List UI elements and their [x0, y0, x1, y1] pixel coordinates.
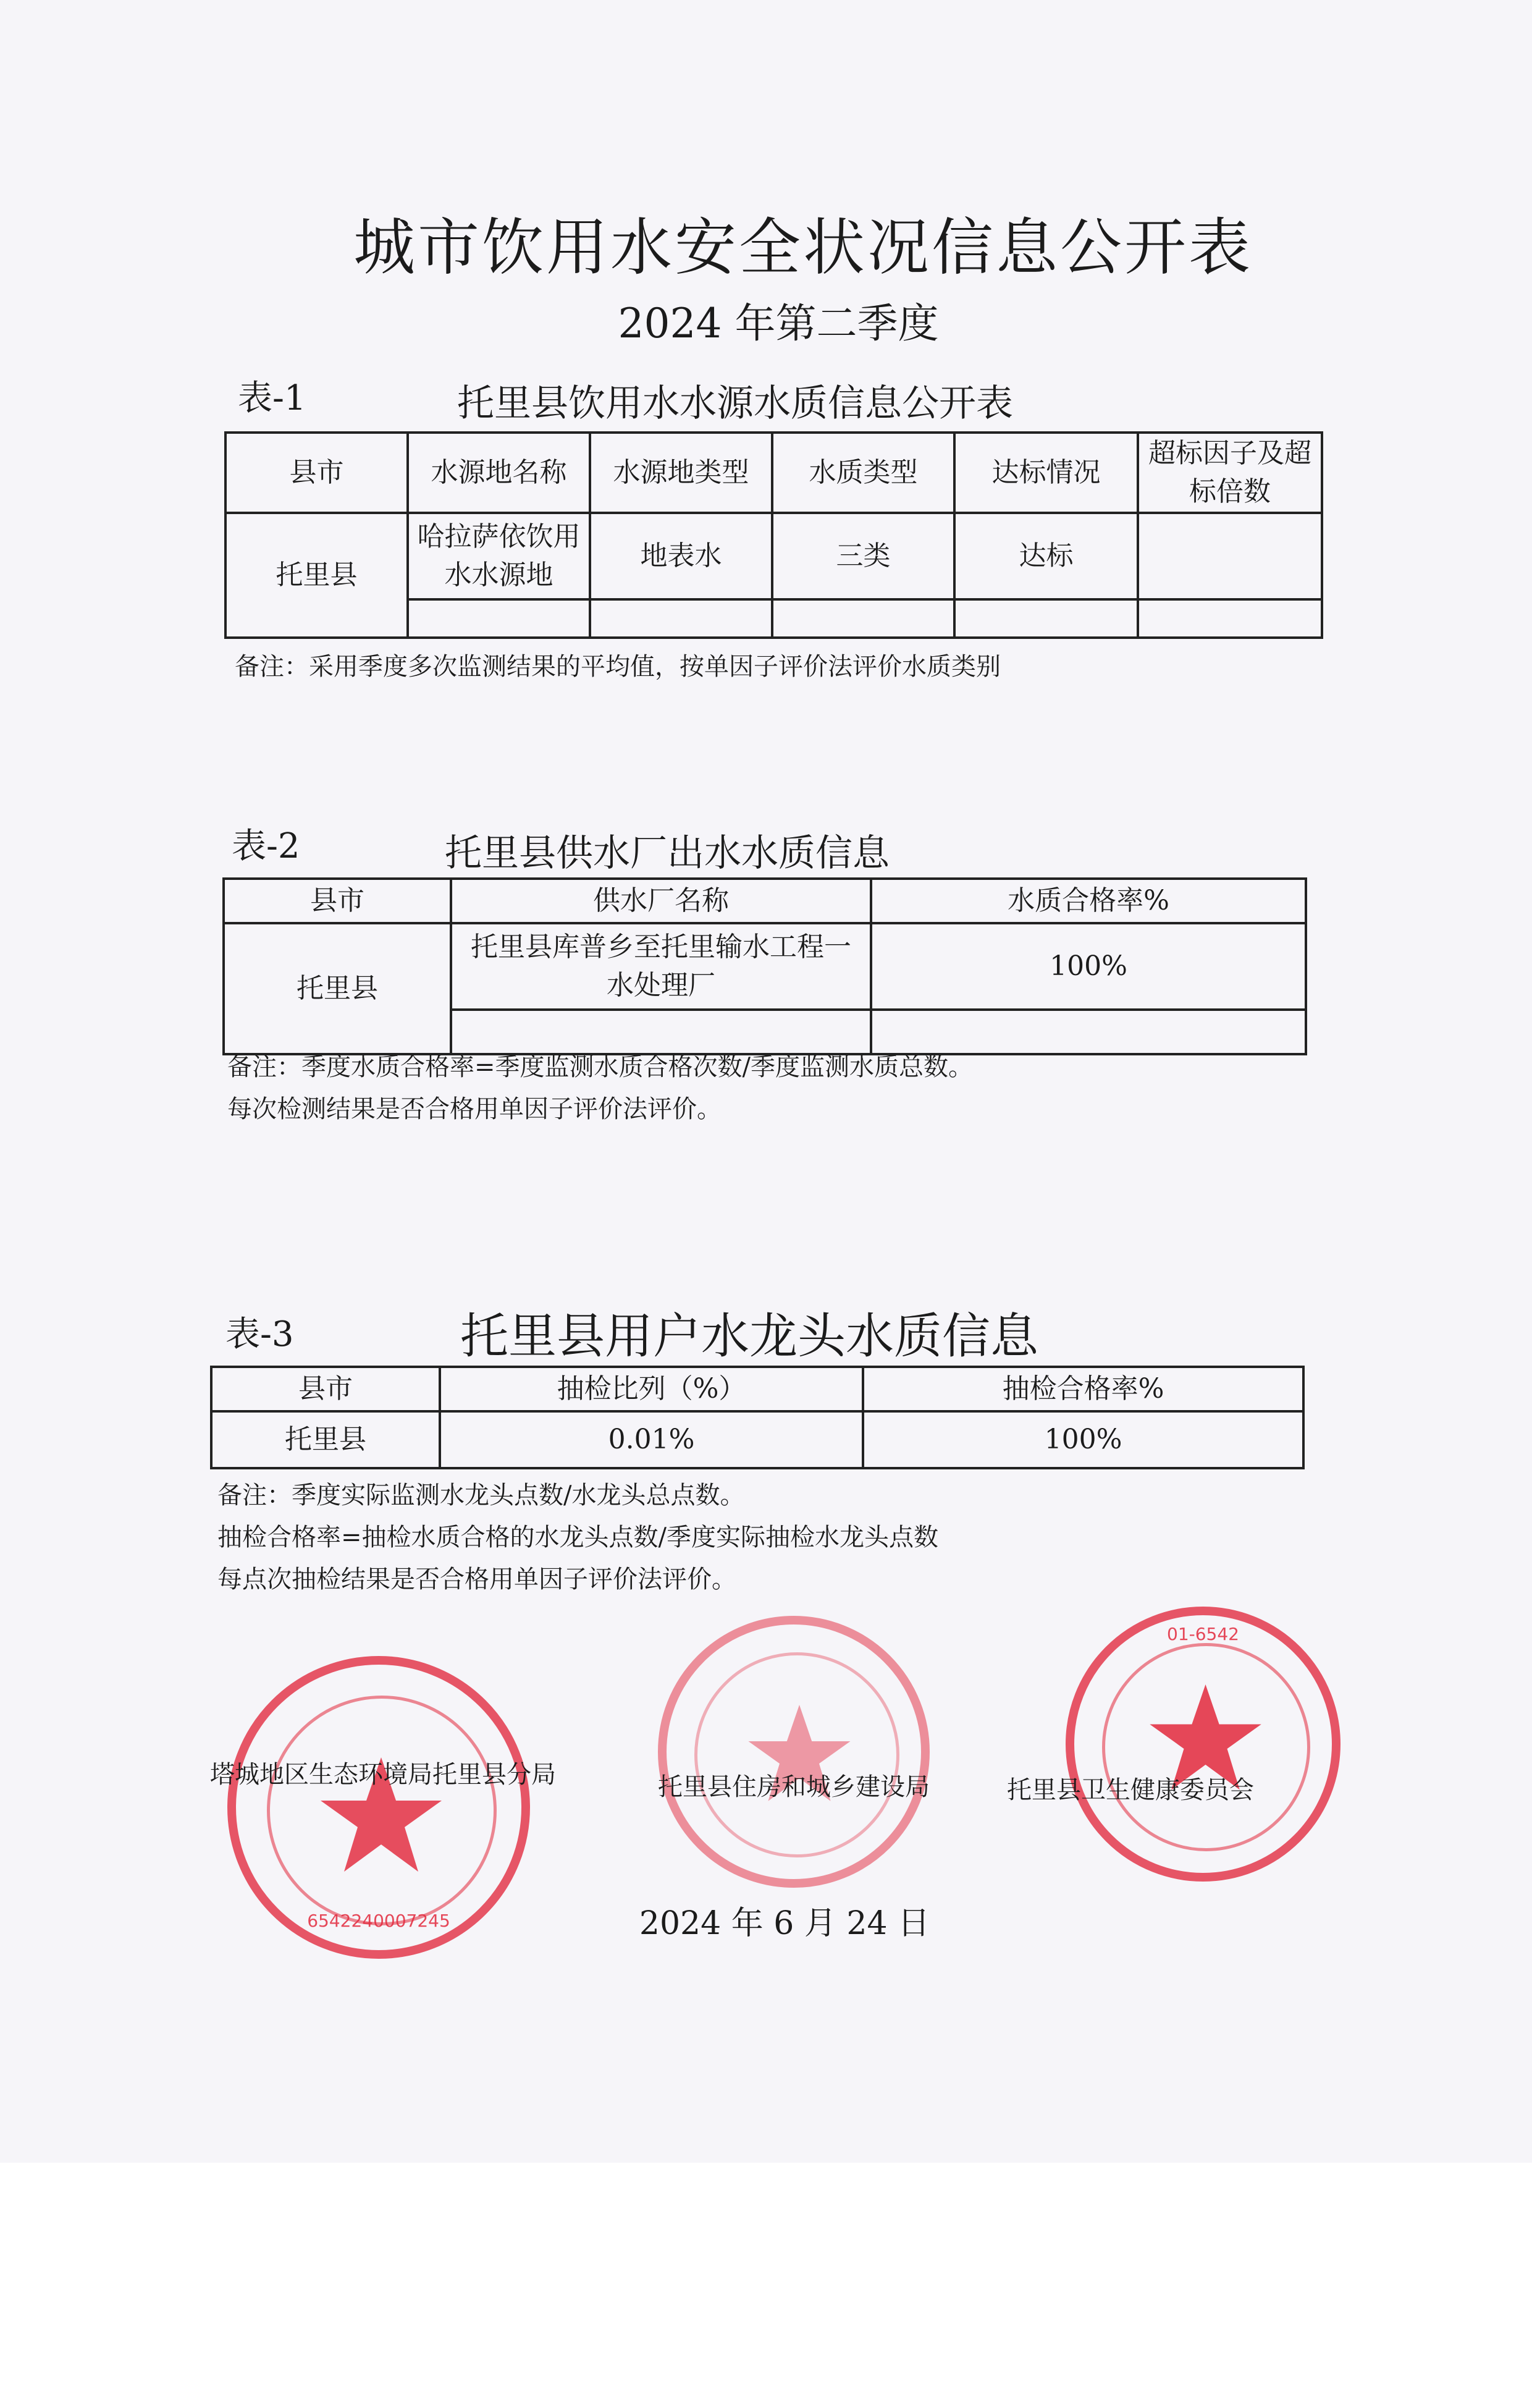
org-ecology-bureau: 塔城地区生态环境局托里县分局 — [210, 1760, 556, 1789]
table3-cell-pass-rate: 100% — [863, 1411, 1303, 1468]
table1-header-source-type: 水源地类型 — [590, 433, 772, 513]
table1-cell-compliance: 达标 — [954, 513, 1138, 599]
table1-empty-cell — [772, 599, 954, 638]
table1-empty-cell — [590, 599, 772, 638]
table1-cell-exceed-factor — [1138, 513, 1322, 599]
table1-header-source-name: 水源地名称 — [408, 433, 590, 513]
table3-cell-sample-ratio: 0.01% — [440, 1411, 863, 1468]
table1 — [224, 431, 1323, 639]
table-row — [224, 923, 1306, 1010]
table2-header-plant-name: 供水厂名称 — [451, 879, 871, 923]
table1-caption: 托里县饮用水水源水质信息公开表 — [457, 382, 1013, 425]
table1-empty-cell — [1138, 599, 1322, 638]
table2-header-county: 县市 — [224, 879, 451, 923]
table1-header-compliance: 达标情况 — [954, 433, 1138, 513]
table1-header-quality-type: 水质类型 — [772, 433, 954, 513]
table1-empty-cell — [954, 599, 1138, 638]
document-title: 城市饮用水安全状况信息公开表 — [353, 211, 1253, 284]
table1-cell-source-type: 地表水 — [590, 513, 772, 599]
table1-cell-source-name: 哈拉萨依饮用水水源地 — [408, 513, 590, 599]
table1-header-exceed-factor: 超标因子及超标倍数 — [1138, 433, 1322, 513]
table2-header-row — [224, 879, 1306, 923]
table3-header-row — [211, 1367, 1303, 1411]
table3 — [210, 1366, 1305, 1469]
org-health-commission: 托里县卫生健康委员会 — [1007, 1776, 1254, 1804]
seal-number: 01-6542 — [1167, 1624, 1239, 1644]
table3-caption: 托里县用户水龙头水质信息 — [460, 1309, 1039, 1364]
table1-empty-cell — [408, 599, 590, 638]
table2-cell-plant-name: 托里县库普乡至托里输水工程一水处理厂 — [451, 923, 871, 1010]
table1-label: 表-1 — [238, 378, 306, 418]
org-housing-bureau: 托里县住房和城乡建设局 — [658, 1773, 930, 1801]
table-row — [225, 513, 1322, 599]
table2-label: 表-2 — [232, 826, 300, 866]
document-date: 2024 年 6 月 24 日 — [639, 1905, 930, 1942]
table2-caption: 托里县供水厂出水水质信息 — [445, 832, 890, 875]
official-seal-housing-bureau — [658, 1616, 930, 1888]
official-seal-health-commission — [1066, 1607, 1340, 1882]
table1-header-county: 县市 — [225, 433, 408, 513]
table1-cell-county: 托里县 — [225, 513, 408, 638]
table3-header-county: 县市 — [211, 1367, 440, 1411]
table2-note-2: 每次检测结果是否合格用单因子评价法评价。 — [227, 1095, 722, 1123]
table2 — [222, 877, 1307, 1055]
table2-note-1: 备注：季度水质合格率=季度监测水质合格次数/季度监测水质总数。 — [227, 1053, 973, 1081]
seal-number: 6542240007245 — [307, 1911, 450, 1931]
document-subtitle: 2024 年第二季度 — [618, 300, 939, 347]
table3-cell-county: 托里县 — [211, 1411, 440, 1468]
table2-header-pass-rate: 水质合格率% — [871, 879, 1306, 923]
table1-header-row — [225, 433, 1322, 513]
table3-header-sample-ratio: 抽检比列（%） — [440, 1367, 863, 1411]
table1-note: 备注：采用季度多次监测结果的平均值，按单因子评价法评价水质类别 — [235, 653, 1001, 681]
table2-cell-pass-rate: 100% — [871, 923, 1306, 1010]
table1-cell-quality-type: 三类 — [772, 513, 954, 599]
table3-note-2: 抽检合格率=抽检水质合格的水龙头点数/季度实际抽检水龙头点数 — [217, 1523, 938, 1552]
table3-header-pass-rate: 抽检合格率% — [863, 1367, 1303, 1411]
table2-cell-county: 托里县 — [224, 923, 451, 1054]
table3-note-1: 备注：季度实际监测水龙头点数/水龙头总点数。 — [217, 1481, 745, 1510]
table3-label: 表-3 — [225, 1314, 294, 1354]
table-row — [211, 1411, 1303, 1468]
table3-note-3: 每点次抽检结果是否合格用单因子评价法评价。 — [217, 1565, 736, 1594]
